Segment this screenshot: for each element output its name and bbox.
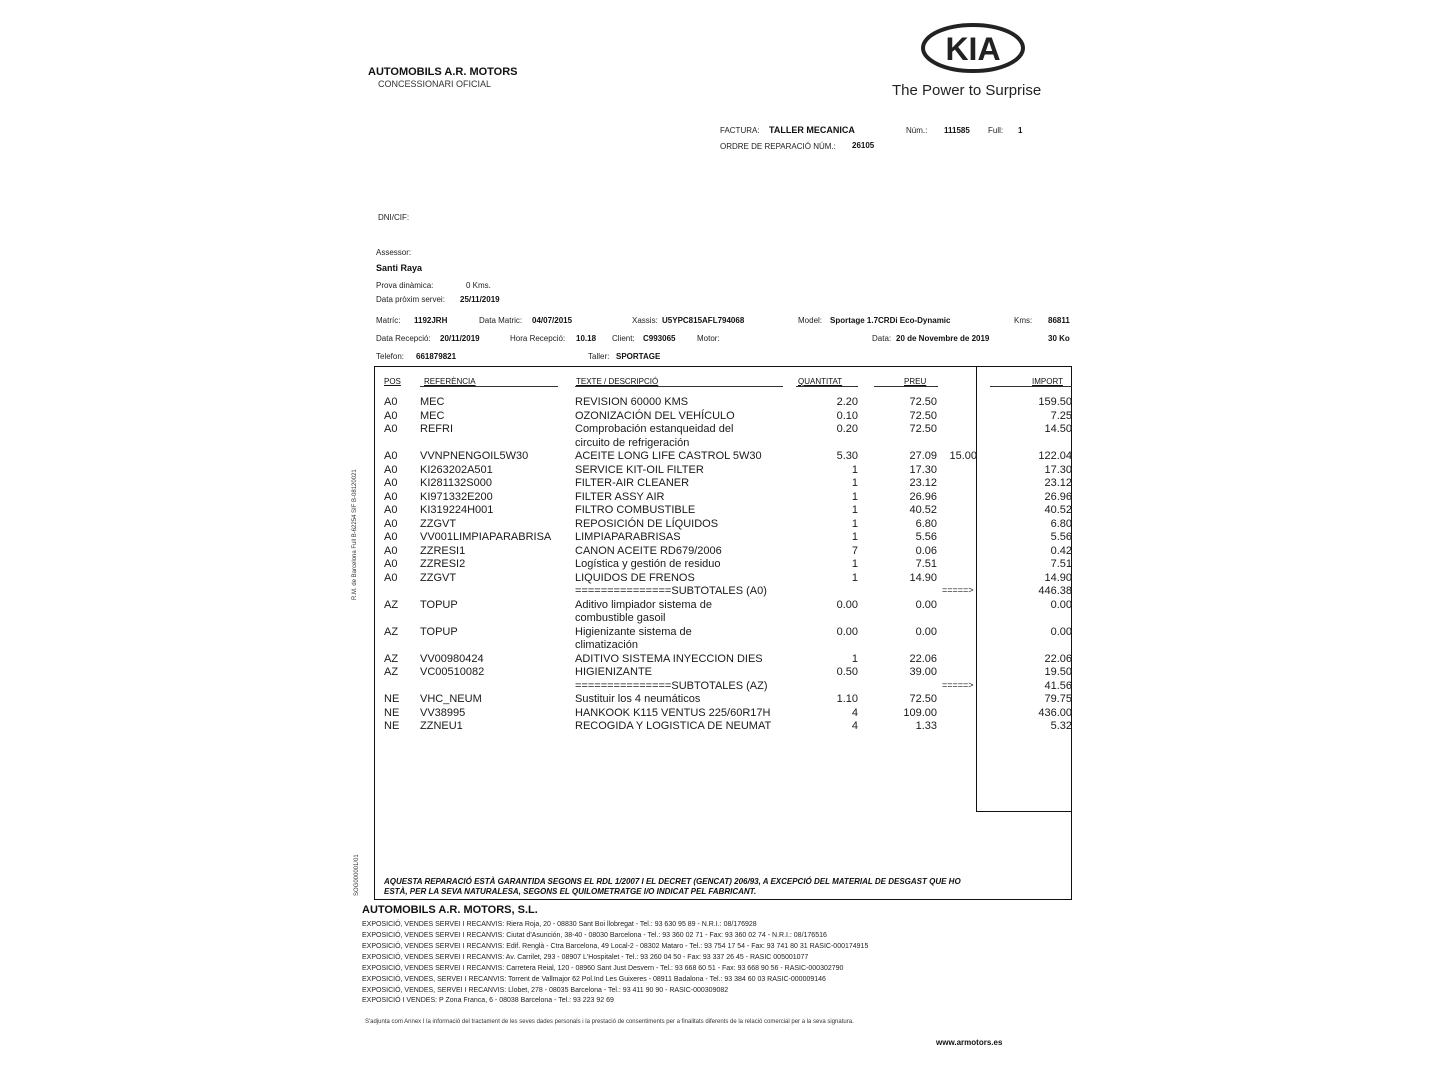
row-price: 5.56 [915, 531, 937, 543]
row-qty: 1 [851, 463, 858, 476]
row-import: 40.52 [1044, 504, 1072, 516]
row-price: 40.52 [909, 504, 937, 516]
row-pos: A0 [384, 558, 398, 570]
row-price: 6.80 [915, 517, 937, 530]
table-row [0, 491, 1440, 504]
row-pos: A0 [384, 517, 398, 530]
table-row [0, 572, 1440, 585]
row-pos: A0 [384, 477, 398, 489]
row-qty: 0.10 [836, 409, 858, 422]
row-qty: 0.00 [836, 625, 858, 638]
header-ref-rule [420, 386, 558, 387]
row-desc: circuito de refrigeración [575, 436, 690, 449]
row-ref: KI971332E200 [420, 490, 493, 503]
row-desc: ===============SUBTOTALES (A0) [575, 585, 767, 597]
row-desc: REVISION 60000 KMS [575, 396, 689, 408]
data-matric-value: 04/07/2015 [532, 316, 573, 325]
row-qty: 1 [851, 652, 858, 665]
row-import: 0.00 [1050, 625, 1072, 638]
dealer-subtitle: CONCESSIONARI OFICIAL [378, 79, 492, 89]
row-qty: 1 [851, 531, 858, 543]
row-pos: A0 [384, 423, 398, 435]
table-row [0, 504, 1440, 517]
row-desc: ADITIVO SISTEMA INYECCION DIES [575, 652, 763, 665]
row-import: 17.30 [1044, 463, 1072, 476]
row-pos: AZ [384, 652, 399, 665]
assessor-label: Assessor: [376, 248, 412, 257]
table-row [0, 531, 1440, 544]
row-qty: 1 [851, 504, 858, 516]
row-ref: VVNPNENGOIL5W30 [420, 450, 529, 462]
table-row [0, 707, 1440, 720]
row-price: 0.00 [915, 598, 937, 611]
row-qty: 2.20 [836, 396, 858, 408]
row-desc: Comprobación estanqueidad del [575, 423, 734, 435]
row-qty: 1 [851, 477, 858, 489]
row-price: 109.00 [903, 706, 937, 719]
table-row [0, 423, 1440, 436]
row-ref: ZZGVT [420, 571, 457, 584]
row-ref: ZZNEU1 [420, 720, 463, 732]
row-ref: MEC [420, 409, 445, 422]
row-price: 17.30 [909, 463, 937, 476]
full-label: Full: [988, 126, 1004, 135]
code-vertical: SOG000001/01 [354, 854, 360, 896]
row-desc: SERVICE KIT-OIL FILTER [575, 463, 704, 476]
row-pos: NE [384, 706, 400, 719]
row-pos: A0 [384, 463, 398, 476]
data-recepcio-label: Data Recepció: [376, 334, 431, 343]
brand-tagline: The Power to Surprise [892, 82, 1042, 99]
row-qty: 4 [851, 706, 858, 719]
row-pos: A0 [384, 571, 398, 584]
nif-label: DNI/CIF: [378, 213, 410, 222]
row-pos: NE [384, 693, 400, 705]
kms-label: Kms: [1014, 316, 1033, 325]
table-row [0, 585, 1440, 598]
data-label: Data: [872, 334, 892, 343]
motor-label: Motor: [697, 334, 720, 343]
row-qty: 7 [851, 544, 858, 557]
row-desc: combustible gasoil [575, 612, 666, 624]
row-import: 436.00 [1038, 706, 1072, 719]
row-desc: Aditivo limpiador sistema de [575, 598, 712, 611]
row-pos: A0 [384, 490, 398, 503]
guarantee-note: AQUESTA REPARACIÓ ESTÀ GARANTIDA SEGONS EL RDL 1/2007 I EL DECRET (GENCAT) 206/93, A EXCEPCIÓ DEL MATERIAL DE DESGAST QUE HO ESTÀ, PER LA SEVA NATURALESA, SEGONS EL QUILOMETRATGE I/O INDICAT PEL FABRICANT. [384, 877, 961, 896]
table-row [0, 720, 1440, 733]
table-row [0, 410, 1440, 423]
row-import: 159.50 [1038, 396, 1072, 408]
table-row [0, 599, 1440, 612]
row-import: 22.06 [1044, 652, 1072, 665]
row-pos: A0 [384, 544, 398, 557]
address-line: EXPOSICIÓ, VENDES SERVEI I RECANVIS: Edif. Renglà - Ctra Barcelona, 49 Local-2 - 08302 Mataro - Tel.: 93 754 17 54 - Fax: 93 741 80 31 RASIC-000174915 [362, 943, 869, 950]
data-proxim-label: Data pròxim servei: [376, 295, 445, 304]
xassis-label: Xassis: [632, 316, 658, 325]
row-desc: ACEITE LONG LIFE CASTROL 5W30 [575, 450, 762, 462]
address-line: EXPOSICIÓ, VENDES, SERVEI I RECANVIS: Llobet, 278 - 08035 Barcelona - Tel.: 93 411 90 90 - RASIC-000309082 [362, 987, 729, 994]
row-desc: LIQUIDOS DE FRENOS [575, 571, 695, 584]
row-ref: VHC_NEUM [420, 693, 482, 705]
xassis-value: U5YPC815AFL794068 [662, 316, 745, 325]
address-line: EXPOSICIÓ, VENDES SERVEI I RECANVIS: Av. Carrilet, 293 - 08907 L'Hospitalet - Tel.: 93 260 04 50 - Fax: 93 337 26 45 - RASIC 005001077 [362, 954, 809, 961]
row-import: 0.42 [1050, 544, 1072, 557]
matric-label: Matríc: [376, 316, 401, 325]
company-name: AUTOMOBILS A.R. MOTORS, S.L. [362, 904, 538, 916]
prova-label: Prova dinàmica: [376, 281, 434, 290]
row-desc: RECOGIDA Y LOGISTICA DE NEUMAT [575, 720, 772, 732]
table-row [0, 612, 1440, 625]
header-import-rule [990, 386, 1072, 387]
row-qty: 1 [851, 558, 858, 570]
row-pos: AZ [384, 625, 399, 638]
table-row [0, 450, 1440, 463]
table-row [0, 680, 1440, 693]
table-row [0, 518, 1440, 531]
row-desc: HIGIENIZANTE [575, 666, 653, 678]
address-line: EXPOSICIÓ I VENDES: P Zona Franca, 6 - 08038 Barcelona - Tel.: 93 223 92 69 [362, 997, 614, 1004]
row-ref: ZZGVT [420, 517, 457, 530]
row-arrow: =====> [942, 679, 974, 690]
row-qty: 0.50 [836, 666, 858, 678]
row-price: 14.90 [909, 571, 937, 584]
row-ref: ZZRESI1 [420, 544, 466, 557]
row-import: 122.04 [1038, 450, 1072, 462]
ordre-label: ORDRE DE REPARACIÓ NÚM.: [720, 142, 836, 151]
row-price: 22.06 [909, 652, 937, 665]
row-import: 0.00 [1050, 598, 1072, 611]
kms-value: 86811 [1048, 316, 1070, 325]
client-label: Client: [612, 334, 635, 343]
row-pos: AZ [384, 666, 399, 678]
row-price: 72.50 [909, 396, 937, 408]
row-pos: AZ [384, 598, 399, 611]
table-row [0, 558, 1440, 571]
row-ref: ZZRESI2 [420, 558, 466, 570]
row-import: 7.25 [1050, 409, 1072, 422]
row-ref: VV00980424 [420, 652, 484, 665]
row-price: 26.96 [909, 490, 937, 503]
prova-value: 0 Kms. [466, 281, 491, 290]
website[interactable]: www.armotors.es [936, 1038, 1003, 1047]
address-line: EXPOSICIÓ, VENDES, SERVEI I RECANVIS: Torrent de Vallmajor 62 Pol.Ind Les Guixeres - 08911 Badalona - Tel.: 93 384 60 03 RASIC-000009146 [362, 976, 826, 983]
row-desc: Sustituir los 4 neumáticos [575, 693, 701, 705]
header-qty: QUANTITAT [798, 377, 843, 386]
row-price: 39.00 [909, 666, 937, 678]
taller-value: SPORTAGE [616, 352, 661, 361]
row-import: 23.12 [1044, 477, 1072, 489]
row-desc: OZONIZACIÓN DEL VEHÍCULO [575, 409, 735, 422]
table-row [0, 464, 1440, 477]
row-import: 26.96 [1044, 490, 1072, 503]
row-pos: A0 [384, 409, 398, 422]
row-price: 27.09 [909, 450, 937, 462]
row-pos: A0 [384, 504, 398, 516]
kia-logo-text: KIA [945, 31, 1001, 67]
table-row [0, 666, 1440, 679]
table-row [0, 437, 1440, 450]
data-proxim-value: 25/11/2019 [460, 295, 500, 304]
taller-label: Taller: [588, 352, 610, 361]
header-price: PREU [904, 377, 927, 386]
row-desc: climatización [575, 639, 638, 651]
hora-label: Hora Recepció: [510, 334, 566, 343]
row-ref: VV001LIMPIAPARABRISA [420, 531, 552, 543]
telefon-label: Telefon: [376, 352, 405, 361]
row-pos: A0 [384, 450, 398, 462]
row-pos: A0 [384, 396, 398, 408]
matric-value: 1192JRH [414, 316, 448, 325]
model-value: Sportage 1.7CRDi Eco-Dynamic [830, 316, 951, 325]
row-price: 72.50 [909, 423, 937, 435]
table-row [0, 653, 1440, 666]
hora-value: 10.18 [576, 334, 597, 343]
row-desc: FILTER-AIR CLEANER [575, 477, 690, 489]
address-line: EXPOSICIÓ, VENDES SERVEI I RECANVIS: Ciutat d'Asunción, 38-40 - 08030 Barcelona - Tel.: 93 360 02 71 - Fax: 93 360 02 74 - N.R.I.: 08/176516 [362, 932, 827, 939]
row-import: 41.56 [1044, 679, 1072, 692]
num-value: 111585 [944, 126, 970, 135]
register-vertical: R.M. de Barcelona Full B-62254 SIF B-08120021 [352, 469, 358, 600]
factura-label: FACTURA: [720, 126, 760, 135]
table-row [0, 693, 1440, 706]
row-price: 23.12 [909, 477, 937, 489]
row-desc: FILTER ASSY AIR [575, 490, 665, 503]
ko-value: 30 Ko [1048, 334, 1070, 343]
row-desc: HANKOOK K115 VENTUS 225/60R17H [575, 706, 771, 719]
row-ref: TOPUP [420, 625, 458, 638]
row-price: 7.51 [915, 558, 937, 570]
full-value: 1 [1018, 126, 1023, 135]
row-ref: VV38995 [420, 706, 466, 719]
data-value: 20 de Novembre de 2019 [896, 334, 990, 343]
telefon-value: 661879821 [416, 352, 457, 361]
table-row [0, 396, 1440, 409]
row-qty: 1 [851, 517, 858, 530]
row-price: 0.00 [915, 625, 937, 638]
row-desc: REPOSICIÓN DE LÍQUIDOS [575, 517, 719, 530]
row-qty: 1.10 [836, 693, 858, 705]
row-price: 0.06 [915, 544, 937, 557]
table-row [0, 545, 1440, 558]
row-qty: 1 [851, 571, 858, 584]
row-qty: 1 [851, 490, 858, 503]
row-desc: FILTRO COMBUSTIBLE [575, 504, 696, 516]
row-ref: REFRI [420, 423, 453, 435]
row-ref: KI263202A501 [420, 463, 493, 476]
row-pos: A0 [384, 531, 398, 543]
row-ref: KI281132S000 [420, 477, 492, 489]
row-ref: VC00510082 [420, 666, 485, 678]
row-import: 6.80 [1050, 517, 1072, 530]
address-line: EXPOSICIÓ, VENDES SERVEI I RECANVIS: Carretera Reial, 120 - 08960 Sant Just Desvern - Tel.: 93 668 60 51 - Fax: 93 668 90 56 - RASIC-000302790 [362, 965, 844, 972]
row-qty: 5.30 [836, 450, 858, 462]
kia-logo [920, 22, 1026, 74]
header-ref: REFERÈNCIA [424, 377, 476, 386]
table-row [0, 626, 1440, 639]
row-qty: 4 [851, 720, 858, 732]
table-row [0, 477, 1440, 490]
address-line: EXPOSICIÓ, VENDES SERVEI I RECANVIS: Riera Roja, 20 - 08830 Sant Boi llobregat - Tel.: 93 630 95 89 - N.R.I.: 08/176928 [362, 921, 757, 928]
row-ref: MEC [420, 396, 445, 408]
data-recepcio-value: 20/11/2019 [440, 334, 480, 343]
row-ref: KI319224H001 [420, 504, 494, 516]
row-import: 7.51 [1050, 558, 1072, 570]
header-qty-rule [796, 386, 858, 387]
privacy-note: S'adjunta com Annex I la informació del tractament de les seves dades personals i la prestació de consentiments per a finalitats diferents de la relació comercial per a la seva signatura. [365, 1019, 854, 1025]
row-desc: LIMPIAPARABRISAS [575, 531, 681, 543]
client-value: C993065 [643, 334, 676, 343]
row-price: 1.33 [915, 720, 937, 732]
ordre-value: 26105 [852, 141, 875, 150]
row-import: 19.50 [1044, 666, 1072, 678]
row-import: 14.50 [1044, 423, 1072, 435]
row-import: 14.90 [1044, 571, 1072, 584]
row-import: 5.56 [1050, 531, 1072, 543]
row-discount: 15.00 [949, 450, 977, 462]
row-desc: CANON ACEITE RD679/2006 [575, 544, 722, 557]
row-price: 72.50 [909, 693, 937, 705]
header-desc-rule [575, 386, 783, 387]
row-import: 79.75 [1044, 693, 1072, 705]
row-desc: ===============SUBTOTALES (AZ) [575, 679, 768, 692]
row-desc: Higienizante sistema de [575, 625, 692, 638]
assessor-value: Santi Raya [376, 263, 423, 273]
data-matric-label: Data Matric: [479, 316, 523, 325]
factura-value: TALLER MECANICA [769, 125, 855, 135]
row-price: 72.50 [909, 409, 937, 422]
row-ref: TOPUP [420, 598, 458, 611]
row-import: 446.38 [1038, 585, 1072, 597]
row-desc: Logística y gestión de residuo [575, 558, 721, 570]
row-pos: NE [384, 720, 400, 732]
model-label: Model: [798, 316, 823, 325]
header-desc: TEXTE / DESCRIPCIÓ [576, 377, 659, 386]
num-label: Núm.: [906, 126, 928, 135]
header-import: IMPORT [1032, 377, 1063, 386]
dealer-name: AUTOMOBILS A.R. MOTORS [368, 66, 518, 78]
row-qty: 0.00 [836, 598, 858, 611]
header-pos: POS [384, 377, 401, 386]
header-price-rule [874, 386, 938, 387]
table-row [0, 639, 1440, 652]
row-import: 5.32 [1050, 720, 1072, 732]
row-qty: 0.20 [836, 423, 858, 435]
row-arrow: =====> [942, 585, 974, 595]
